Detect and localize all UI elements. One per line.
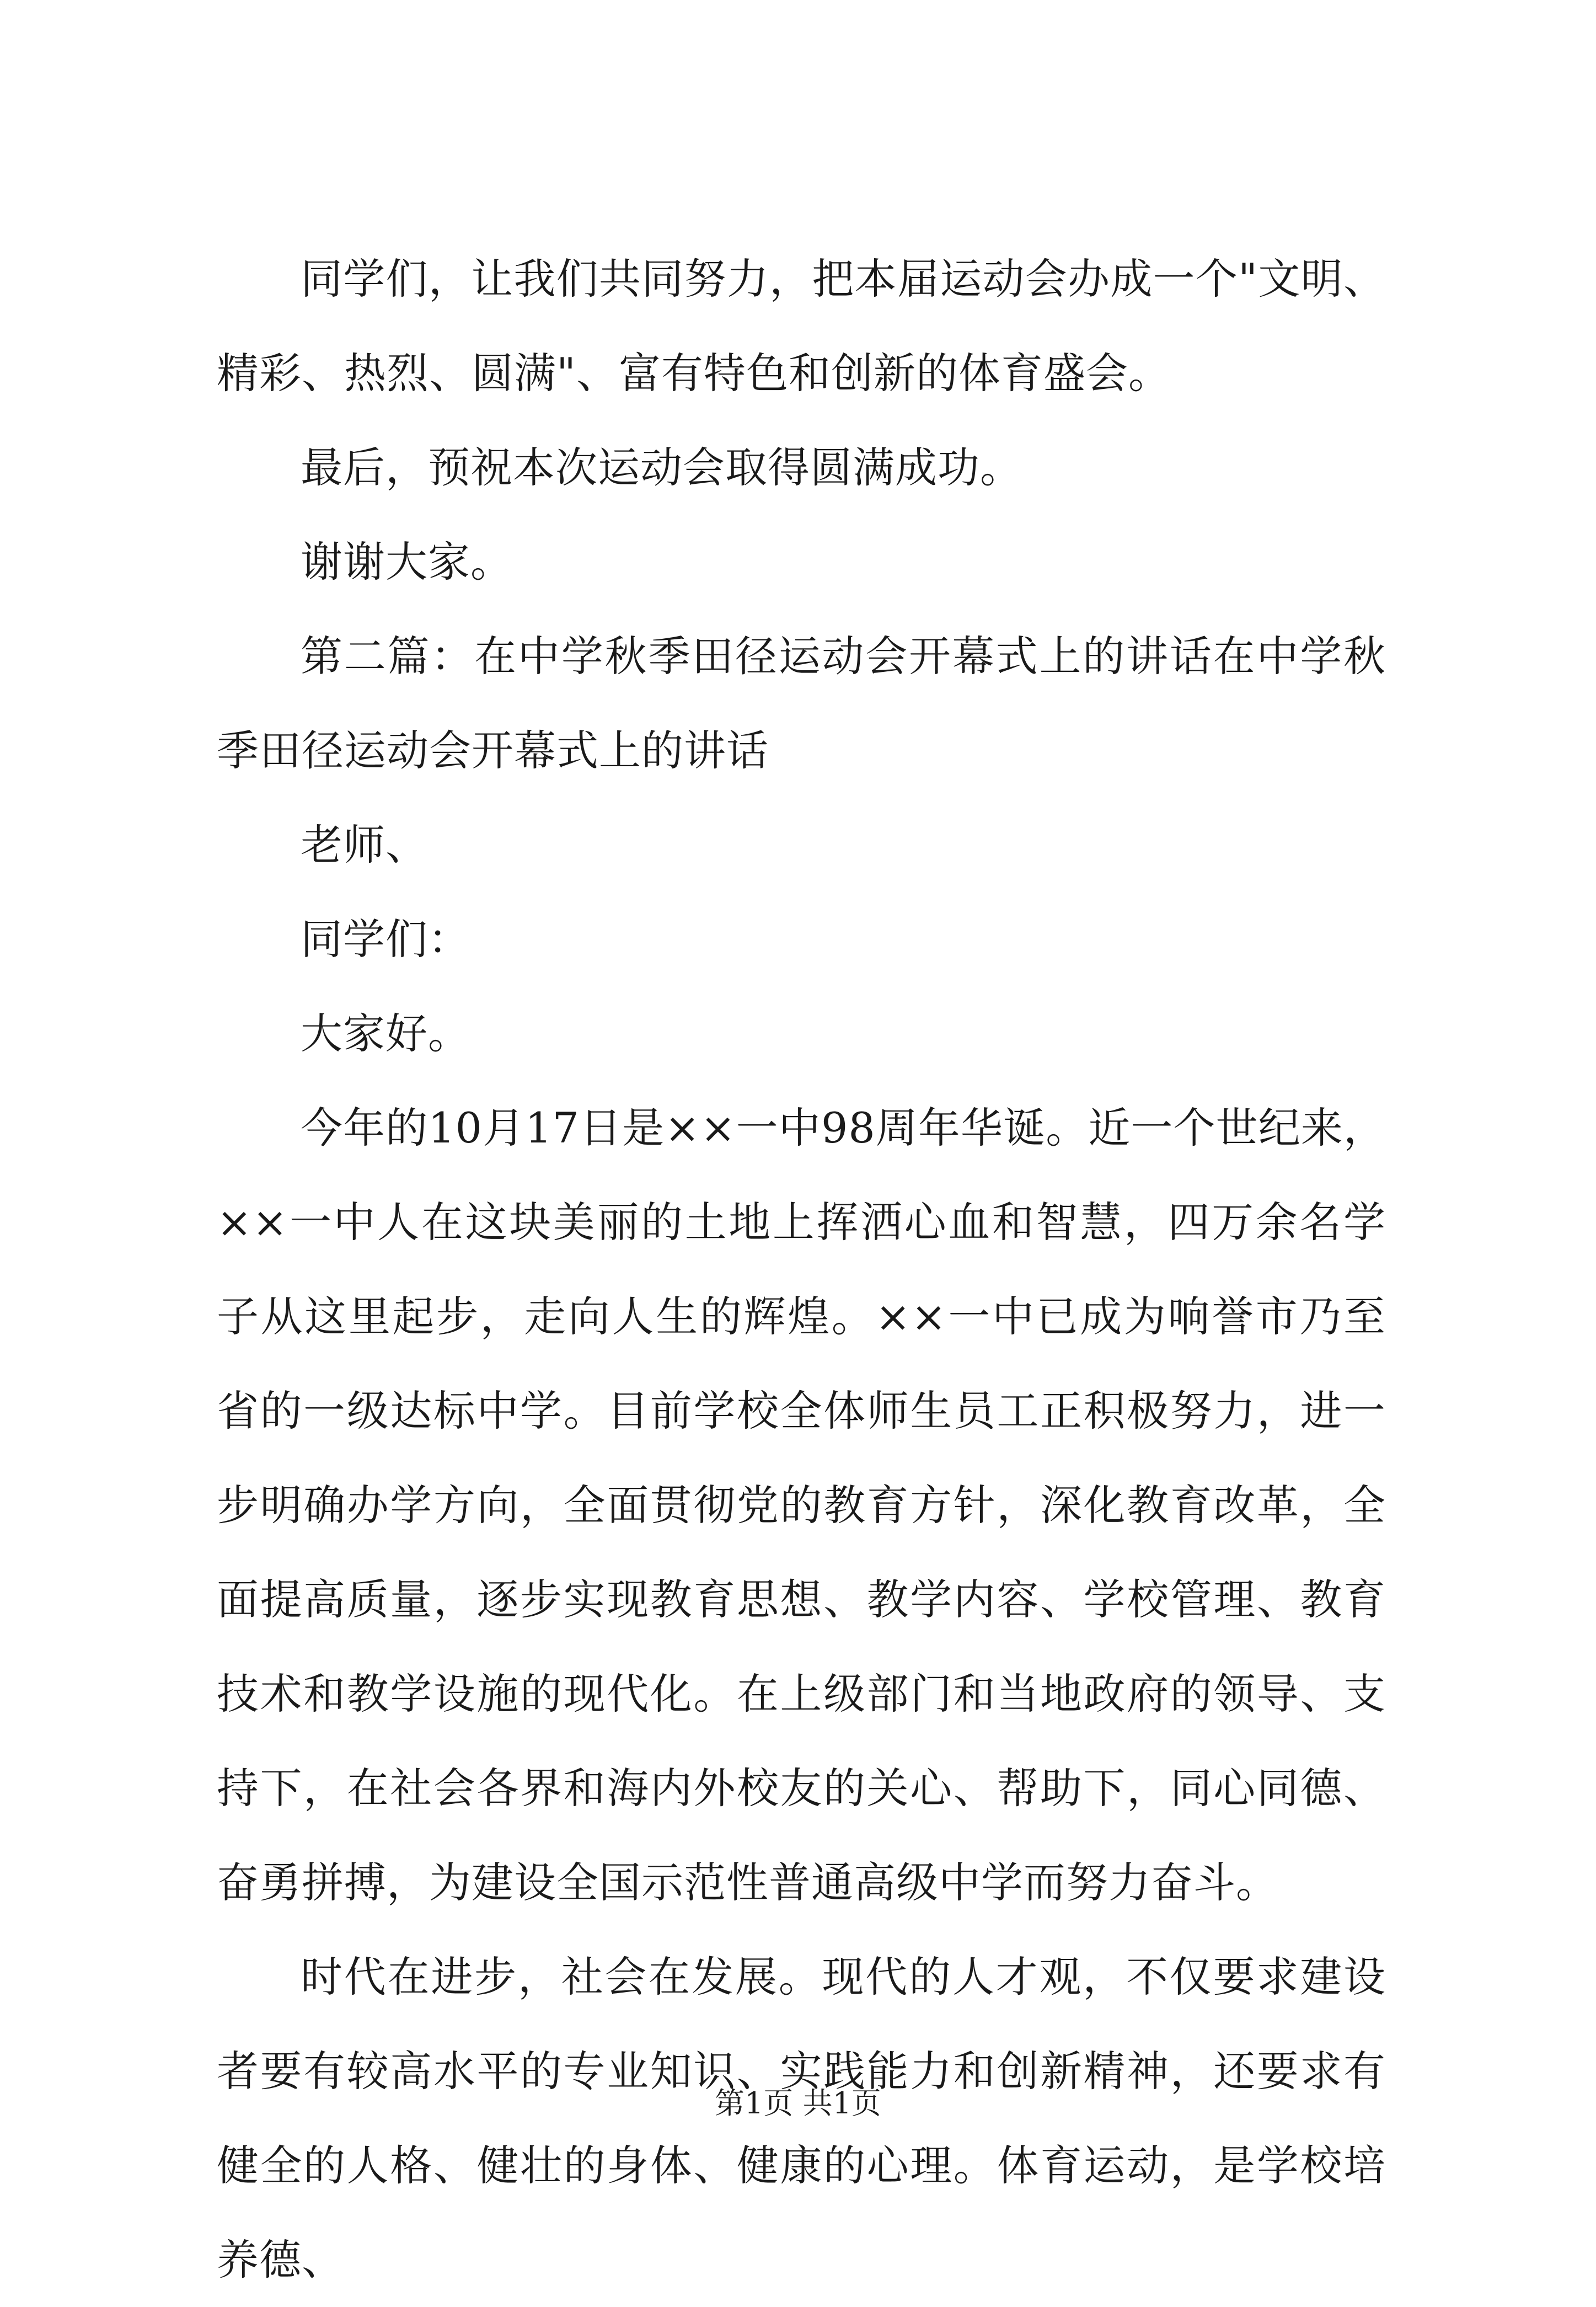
page-footer xyxy=(0,2080,1596,2122)
paragraph-thanks: 谢谢大家。 xyxy=(301,537,513,586)
paragraph-salutation-students: 同学们： xyxy=(301,915,470,964)
document-body xyxy=(217,232,1386,2307)
paragraph-wish: 最后，预祝本次运动会取得圆满成功。 xyxy=(301,443,1022,492)
paragraph-closing-appeal: 同学们，让我们共同努力，把本届运动会办成一个"文明、精彩、热烈、圆满"、富有特色和创新的体育盛会。 xyxy=(217,254,1386,398)
paragraph-salutation-teachers: 老师、 xyxy=(301,820,428,869)
paragraph-era-progress: 时代在进步，社会在发展。现代的人才观，不仅要求建设者要有较高水平的专业知识、实践能力和创新精神，还要求有健全的人格、健壮的身体、健康的心理。体育运动，是学校培养德、 xyxy=(217,1952,1386,2284)
paragraph-section-title: 第二篇：在中学秋季田径运动会开幕式上的讲话在中学秋季田径运动会开幕式上的讲话 xyxy=(217,632,1386,775)
paragraph-school-history: 今年的10月17日是××一中98周年华诞。近一个世纪来，××一中人在这块美丽的土地上挥洒心血和智慧，四万余名学子从这里起步，走向人生的辉煌。××一中已成为响誉市乃至省的一级达标中学。目前学校全体师生员工正积极努力，进一步明确办学方向，全面贯彻党的教育方针，深化教育改革，全面提高质量，逐步实现教育思想、教学内容、学校管理、教育技术和教学设施的现代化。在上级部门和当地政府的领导、支持下，在社会各界和海内外校友的关心、帮助下，同心同德、奋勇拼搏，为建设全国示范性普通高级中学而努力奋斗。 xyxy=(217,1103,1386,1907)
paragraph-greeting: 大家好。 xyxy=(301,1009,470,1058)
page-number: 第1页 共1页 xyxy=(715,2086,881,2121)
